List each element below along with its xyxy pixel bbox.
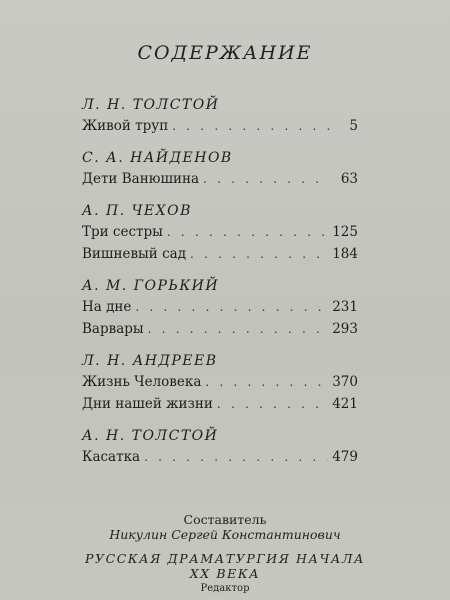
toc-entry: [82, 297, 358, 317]
page-title: СОДЕРЖАНИЕ: [137, 42, 313, 64]
toc-entry: [82, 447, 358, 467]
toc-entry: [82, 319, 358, 339]
dot-leader: [148, 319, 329, 339]
toc-author: С. А. НАЙДЕНОВ: [82, 150, 233, 166]
toc-author: А. Н. ТОЛСТОЙ: [82, 428, 219, 444]
compiler-name: Никулин Сергей Константинович: [109, 527, 341, 542]
dot-leader: [167, 222, 328, 242]
dot-leader: [135, 297, 328, 317]
dot-leader: [203, 169, 330, 189]
toc-entry-title: Дети Ванюшина: [82, 171, 200, 187]
toc-entry: [82, 116, 358, 136]
toc-entry-page: 63: [340, 171, 358, 187]
toc-entry-page: 231: [332, 299, 358, 315]
colophon: [0, 512, 450, 595]
toc-entry-page: 5: [349, 118, 358, 134]
toc-entry-title: Вишневый сад: [82, 246, 187, 262]
toc-entry-title: Три сестры: [82, 224, 163, 240]
editor-label: Редактор: [200, 583, 250, 594]
toc-entry: [82, 394, 358, 414]
dot-leader: [217, 394, 328, 414]
toc-entry: [82, 222, 358, 242]
dot-leader: [144, 447, 328, 467]
toc-entry-title: Живой труп: [82, 118, 169, 134]
toc-author: А. М. ГОРЬКИЙ: [82, 278, 220, 294]
toc-entry-title: Касатка: [82, 449, 141, 465]
toc-entry-page: 421: [332, 396, 358, 412]
toc-entry-title: Жизнь Человека: [82, 374, 202, 390]
toc-author: Л. Н. АНДРЕЕВ: [82, 353, 218, 369]
dot-leader: [172, 116, 330, 136]
toc-entry: [82, 169, 358, 189]
dot-leader: [190, 244, 328, 264]
toc-entry-page: 293: [332, 321, 358, 337]
toc-entry-page: 479: [332, 449, 358, 465]
toc-entry-title: Дни нашей жизни: [82, 396, 213, 412]
toc-entry-page: 370: [332, 374, 358, 390]
table-of-contents: [82, 96, 358, 467]
toc-entry: [82, 372, 358, 392]
book-title-line2: XX ВЕКА: [189, 566, 261, 581]
toc-entry: [82, 244, 358, 264]
book-title-line1: РУССКАЯ ДРАМАТУРГИЯ НАЧАЛА: [84, 551, 366, 566]
compiler-label: Составитель: [183, 512, 267, 527]
toc-author: Л. Н. ТОЛСТОЙ: [82, 97, 220, 113]
toc-entry-page: 184: [332, 246, 358, 262]
toc-entry-title: На дне: [82, 299, 132, 315]
dot-leader: [205, 372, 328, 392]
toc-author: А. П. ЧЕХОВ: [82, 203, 192, 219]
toc-entry-page: 125: [332, 224, 358, 240]
toc-entry-title: Варвары: [82, 321, 144, 337]
